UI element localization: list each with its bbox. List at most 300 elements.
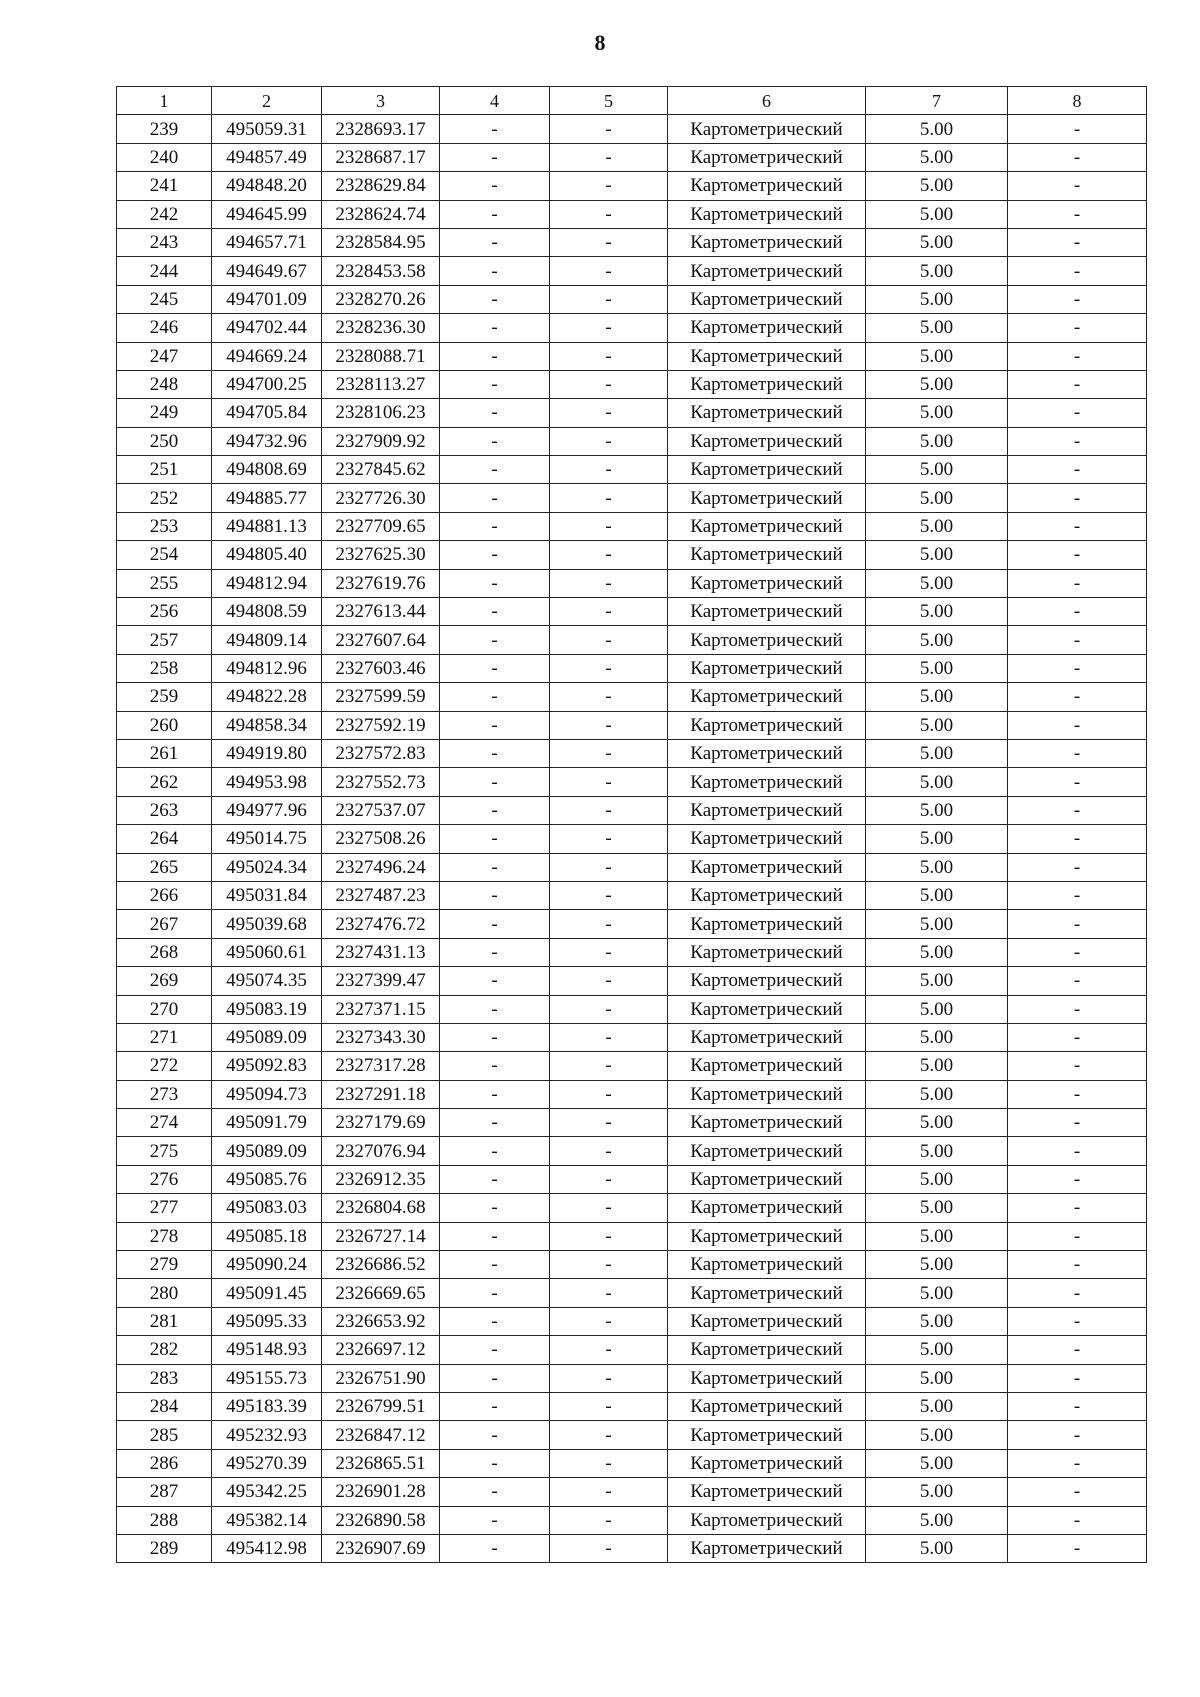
col4-cell: - bbox=[440, 967, 550, 995]
point-number-cell: 239 bbox=[117, 115, 212, 143]
col8-cell: - bbox=[1008, 1222, 1147, 1250]
point-number-cell: 262 bbox=[117, 768, 212, 796]
point-number-cell: 279 bbox=[117, 1251, 212, 1279]
col4-cell: - bbox=[440, 1392, 550, 1420]
table-row bbox=[117, 1279, 1147, 1307]
method-cell: Картометрический bbox=[668, 1449, 866, 1477]
y-coordinate-cell: 2328088.71 bbox=[322, 342, 440, 370]
col4-cell: - bbox=[440, 1080, 550, 1108]
col4-cell: - bbox=[440, 257, 550, 285]
point-number-cell: 247 bbox=[117, 342, 212, 370]
point-number-cell: 278 bbox=[117, 1222, 212, 1250]
col4-cell: - bbox=[440, 541, 550, 569]
table-row bbox=[117, 427, 1147, 455]
col8-cell: - bbox=[1008, 1052, 1147, 1080]
table-header bbox=[117, 87, 1147, 115]
accuracy-cell: 5.00 bbox=[866, 853, 1008, 881]
method-cell: Картометрический bbox=[668, 285, 866, 313]
y-coordinate-cell: 2328624.74 bbox=[322, 200, 440, 228]
point-number-cell: 268 bbox=[117, 938, 212, 966]
col4-cell: - bbox=[440, 1023, 550, 1051]
col8-cell: - bbox=[1008, 1279, 1147, 1307]
col4-cell: - bbox=[440, 427, 550, 455]
table-row bbox=[117, 825, 1147, 853]
point-number-cell: 283 bbox=[117, 1364, 212, 1392]
point-number-cell: 244 bbox=[117, 257, 212, 285]
y-coordinate-cell: 2327607.64 bbox=[322, 626, 440, 654]
accuracy-cell: 5.00 bbox=[866, 200, 1008, 228]
col5-cell: - bbox=[550, 143, 668, 171]
point-number-cell: 275 bbox=[117, 1137, 212, 1165]
col5-cell: - bbox=[550, 1080, 668, 1108]
accuracy-cell: 5.00 bbox=[866, 228, 1008, 256]
col4-cell: - bbox=[440, 285, 550, 313]
column-header: 4 bbox=[440, 87, 550, 115]
col5-cell: - bbox=[550, 1109, 668, 1137]
col8-cell: - bbox=[1008, 484, 1147, 512]
accuracy-cell: 5.00 bbox=[866, 654, 1008, 682]
table-row bbox=[117, 1364, 1147, 1392]
method-cell: Картометрический bbox=[668, 200, 866, 228]
col5-cell: - bbox=[550, 200, 668, 228]
col4-cell: - bbox=[440, 484, 550, 512]
method-cell: Картометрический bbox=[668, 1506, 866, 1534]
y-coordinate-cell: 2327599.59 bbox=[322, 683, 440, 711]
col8-cell: - bbox=[1008, 314, 1147, 342]
y-coordinate-cell: 2327431.13 bbox=[322, 938, 440, 966]
method-cell: Картометрический bbox=[668, 427, 866, 455]
x-coordinate-cell: 494808.69 bbox=[212, 456, 322, 484]
col4-cell: - bbox=[440, 825, 550, 853]
col5-cell: - bbox=[550, 938, 668, 966]
x-coordinate-cell: 494705.84 bbox=[212, 399, 322, 427]
col5-cell: - bbox=[550, 1421, 668, 1449]
col8-cell: - bbox=[1008, 910, 1147, 938]
col8-cell: - bbox=[1008, 200, 1147, 228]
table-row bbox=[117, 1478, 1147, 1506]
x-coordinate-cell: 494977.96 bbox=[212, 796, 322, 824]
x-coordinate-cell: 495092.83 bbox=[212, 1052, 322, 1080]
col5-cell: - bbox=[550, 1506, 668, 1534]
y-coordinate-cell: 2326751.90 bbox=[322, 1364, 440, 1392]
x-coordinate-cell: 495382.14 bbox=[212, 1506, 322, 1534]
x-coordinate-cell: 495091.45 bbox=[212, 1279, 322, 1307]
point-number-cell: 281 bbox=[117, 1307, 212, 1335]
point-number-cell: 260 bbox=[117, 711, 212, 739]
y-coordinate-cell: 2327603.46 bbox=[322, 654, 440, 682]
table-row bbox=[117, 1307, 1147, 1335]
col4-cell: - bbox=[440, 881, 550, 909]
col5-cell: - bbox=[550, 995, 668, 1023]
page-number: 8 bbox=[594, 30, 606, 55]
y-coordinate-cell: 2327625.30 bbox=[322, 541, 440, 569]
table-row bbox=[117, 484, 1147, 512]
point-number-cell: 250 bbox=[117, 427, 212, 455]
col8-cell: - bbox=[1008, 626, 1147, 654]
table-row bbox=[117, 1449, 1147, 1477]
y-coordinate-cell: 2326847.12 bbox=[322, 1421, 440, 1449]
table-row bbox=[117, 711, 1147, 739]
accuracy-cell: 5.00 bbox=[866, 512, 1008, 540]
point-number-cell: 264 bbox=[117, 825, 212, 853]
y-coordinate-cell: 2328236.30 bbox=[322, 314, 440, 342]
method-cell: Картометрический bbox=[668, 1251, 866, 1279]
method-cell: Картометрический bbox=[668, 370, 866, 398]
col8-cell: - bbox=[1008, 541, 1147, 569]
accuracy-cell: 5.00 bbox=[866, 427, 1008, 455]
col5-cell: - bbox=[550, 1052, 668, 1080]
col5-cell: - bbox=[550, 484, 668, 512]
col5-cell: - bbox=[550, 314, 668, 342]
column-header: 2 bbox=[212, 87, 322, 115]
y-coordinate-cell: 2326669.65 bbox=[322, 1279, 440, 1307]
y-coordinate-cell: 2327508.26 bbox=[322, 825, 440, 853]
col4-cell: - bbox=[440, 1478, 550, 1506]
x-coordinate-cell: 494885.77 bbox=[212, 484, 322, 512]
method-cell: Картометрический bbox=[668, 967, 866, 995]
y-coordinate-cell: 2327343.30 bbox=[322, 1023, 440, 1051]
col5-cell: - bbox=[550, 1023, 668, 1051]
point-number-cell: 246 bbox=[117, 314, 212, 342]
col8-cell: - bbox=[1008, 1534, 1147, 1562]
col4-cell: - bbox=[440, 1506, 550, 1534]
col4-cell: - bbox=[440, 456, 550, 484]
col4-cell: - bbox=[440, 1222, 550, 1250]
col4-cell: - bbox=[440, 512, 550, 540]
col8-cell: - bbox=[1008, 172, 1147, 200]
col5-cell: - bbox=[550, 1478, 668, 1506]
method-cell: Картометрический bbox=[668, 910, 866, 938]
accuracy-cell: 5.00 bbox=[866, 967, 1008, 995]
y-coordinate-cell: 2327371.15 bbox=[322, 995, 440, 1023]
table-row bbox=[117, 512, 1147, 540]
col5-cell: - bbox=[550, 172, 668, 200]
table-row bbox=[117, 967, 1147, 995]
method-cell: Картометрический bbox=[668, 995, 866, 1023]
col5-cell: - bbox=[550, 796, 668, 824]
col5-cell: - bbox=[550, 1279, 668, 1307]
accuracy-cell: 5.00 bbox=[866, 711, 1008, 739]
y-coordinate-cell: 2326907.69 bbox=[322, 1534, 440, 1562]
method-cell: Картометрический bbox=[668, 1109, 866, 1137]
col8-cell: - bbox=[1008, 1194, 1147, 1222]
accuracy-cell: 5.00 bbox=[866, 541, 1008, 569]
col5-cell: - bbox=[550, 910, 668, 938]
point-number-cell: 254 bbox=[117, 541, 212, 569]
col4-cell: - bbox=[440, 370, 550, 398]
point-number-cell: 259 bbox=[117, 683, 212, 711]
x-coordinate-cell: 494809.14 bbox=[212, 626, 322, 654]
point-number-cell: 269 bbox=[117, 967, 212, 995]
col4-cell: - bbox=[440, 1251, 550, 1279]
method-cell: Картометрический bbox=[668, 683, 866, 711]
col5-cell: - bbox=[550, 881, 668, 909]
x-coordinate-cell: 495060.61 bbox=[212, 938, 322, 966]
col8-cell: - bbox=[1008, 1165, 1147, 1193]
col5-cell: - bbox=[550, 654, 668, 682]
y-coordinate-cell: 2327909.92 bbox=[322, 427, 440, 455]
table-row bbox=[117, 1109, 1147, 1137]
method-cell: Картометрический bbox=[668, 1421, 866, 1449]
table-row bbox=[117, 683, 1147, 711]
col5-cell: - bbox=[550, 1251, 668, 1279]
col5-cell: - bbox=[550, 285, 668, 313]
col5-cell: - bbox=[550, 115, 668, 143]
method-cell: Картометрический bbox=[668, 399, 866, 427]
accuracy-cell: 5.00 bbox=[866, 1080, 1008, 1108]
point-number-cell: 287 bbox=[117, 1478, 212, 1506]
table-row bbox=[117, 143, 1147, 171]
method-cell: Картометрический bbox=[668, 484, 866, 512]
accuracy-cell: 5.00 bbox=[866, 739, 1008, 767]
col5-cell: - bbox=[550, 711, 668, 739]
y-coordinate-cell: 2327726.30 bbox=[322, 484, 440, 512]
col5-cell: - bbox=[550, 1449, 668, 1477]
y-coordinate-cell: 2327487.23 bbox=[322, 881, 440, 909]
table-row bbox=[117, 853, 1147, 881]
table-row bbox=[117, 541, 1147, 569]
accuracy-cell: 5.00 bbox=[866, 598, 1008, 626]
col8-cell: - bbox=[1008, 257, 1147, 285]
col8-cell: - bbox=[1008, 399, 1147, 427]
x-coordinate-cell: 495014.75 bbox=[212, 825, 322, 853]
x-coordinate-cell: 494812.96 bbox=[212, 654, 322, 682]
col4-cell: - bbox=[440, 228, 550, 256]
col5-cell: - bbox=[550, 541, 668, 569]
col4-cell: - bbox=[440, 1421, 550, 1449]
x-coordinate-cell: 494669.24 bbox=[212, 342, 322, 370]
method-cell: Картометрический bbox=[668, 853, 866, 881]
table-row bbox=[117, 115, 1147, 143]
table-row bbox=[117, 1336, 1147, 1364]
column-header: 1 bbox=[117, 87, 212, 115]
method-cell: Картометрический bbox=[668, 1222, 866, 1250]
point-number-cell: 276 bbox=[117, 1165, 212, 1193]
x-coordinate-cell: 495232.93 bbox=[212, 1421, 322, 1449]
col4-cell: - bbox=[440, 342, 550, 370]
col8-cell: - bbox=[1008, 683, 1147, 711]
table-row bbox=[117, 172, 1147, 200]
y-coordinate-cell: 2326727.14 bbox=[322, 1222, 440, 1250]
table-row bbox=[117, 1421, 1147, 1449]
x-coordinate-cell: 494822.28 bbox=[212, 683, 322, 711]
column-header: 3 bbox=[322, 87, 440, 115]
point-number-cell: 285 bbox=[117, 1421, 212, 1449]
accuracy-cell: 5.00 bbox=[866, 143, 1008, 171]
col4-cell: - bbox=[440, 1137, 550, 1165]
point-number-cell: 274 bbox=[117, 1109, 212, 1137]
col8-cell: - bbox=[1008, 1137, 1147, 1165]
point-number-cell: 272 bbox=[117, 1052, 212, 1080]
method-cell: Картометрический bbox=[668, 1279, 866, 1307]
accuracy-cell: 5.00 bbox=[866, 1023, 1008, 1051]
method-cell: Картометрический bbox=[668, 228, 866, 256]
col4-cell: - bbox=[440, 1165, 550, 1193]
col8-cell: - bbox=[1008, 1421, 1147, 1449]
col8-cell: - bbox=[1008, 427, 1147, 455]
column-header: 5 bbox=[550, 87, 668, 115]
col5-cell: - bbox=[550, 1137, 668, 1165]
table-row bbox=[117, 796, 1147, 824]
accuracy-cell: 5.00 bbox=[866, 1109, 1008, 1137]
method-cell: Картометрический bbox=[668, 314, 866, 342]
y-coordinate-cell: 2328687.17 bbox=[322, 143, 440, 171]
accuracy-cell: 5.00 bbox=[866, 257, 1008, 285]
x-coordinate-cell: 495091.79 bbox=[212, 1109, 322, 1137]
point-number-cell: 273 bbox=[117, 1080, 212, 1108]
col8-cell: - bbox=[1008, 143, 1147, 171]
y-coordinate-cell: 2327291.18 bbox=[322, 1080, 440, 1108]
col8-cell: - bbox=[1008, 853, 1147, 881]
accuracy-cell: 5.00 bbox=[866, 1506, 1008, 1534]
method-cell: Картометрический bbox=[668, 881, 866, 909]
method-cell: Картометрический bbox=[668, 654, 866, 682]
col8-cell: - bbox=[1008, 1023, 1147, 1051]
method-cell: Картометрический bbox=[668, 569, 866, 597]
accuracy-cell: 5.00 bbox=[866, 399, 1008, 427]
col5-cell: - bbox=[550, 1307, 668, 1335]
col5-cell: - bbox=[550, 228, 668, 256]
col4-cell: - bbox=[440, 143, 550, 171]
point-number-cell: 270 bbox=[117, 995, 212, 1023]
col8-cell: - bbox=[1008, 115, 1147, 143]
y-coordinate-cell: 2326804.68 bbox=[322, 1194, 440, 1222]
col8-cell: - bbox=[1008, 1307, 1147, 1335]
method-cell: Картометрический bbox=[668, 115, 866, 143]
accuracy-cell: 5.00 bbox=[866, 484, 1008, 512]
col5-cell: - bbox=[550, 1364, 668, 1392]
col5-cell: - bbox=[550, 853, 668, 881]
y-coordinate-cell: 2327399.47 bbox=[322, 967, 440, 995]
x-coordinate-cell: 494702.44 bbox=[212, 314, 322, 342]
y-coordinate-cell: 2326901.28 bbox=[322, 1478, 440, 1506]
col5-cell: - bbox=[550, 1392, 668, 1420]
point-number-cell: 284 bbox=[117, 1392, 212, 1420]
x-coordinate-cell: 495183.39 bbox=[212, 1392, 322, 1420]
x-coordinate-cell: 494857.49 bbox=[212, 143, 322, 171]
point-number-cell: 252 bbox=[117, 484, 212, 512]
point-number-cell: 251 bbox=[117, 456, 212, 484]
col8-cell: - bbox=[1008, 1478, 1147, 1506]
col5-cell: - bbox=[550, 1336, 668, 1364]
col8-cell: - bbox=[1008, 1392, 1147, 1420]
col8-cell: - bbox=[1008, 569, 1147, 597]
method-cell: Картометрический bbox=[668, 1194, 866, 1222]
x-coordinate-cell: 495024.34 bbox=[212, 853, 322, 881]
method-cell: Картометрический bbox=[668, 1392, 866, 1420]
accuracy-cell: 5.00 bbox=[866, 1307, 1008, 1335]
col8-cell: - bbox=[1008, 1251, 1147, 1279]
col8-cell: - bbox=[1008, 342, 1147, 370]
accuracy-cell: 5.00 bbox=[866, 1194, 1008, 1222]
x-coordinate-cell: 495059.31 bbox=[212, 115, 322, 143]
column-header: 8 bbox=[1008, 87, 1147, 115]
point-number-cell: 265 bbox=[117, 853, 212, 881]
point-number-cell: 249 bbox=[117, 399, 212, 427]
accuracy-cell: 5.00 bbox=[866, 1222, 1008, 1250]
method-cell: Картометрический bbox=[668, 342, 866, 370]
accuracy-cell: 5.00 bbox=[866, 1251, 1008, 1279]
x-coordinate-cell: 494812.94 bbox=[212, 569, 322, 597]
method-cell: Картометрический bbox=[668, 938, 866, 966]
x-coordinate-cell: 495090.24 bbox=[212, 1251, 322, 1279]
col4-cell: - bbox=[440, 1307, 550, 1335]
y-coordinate-cell: 2328106.23 bbox=[322, 399, 440, 427]
col8-cell: - bbox=[1008, 598, 1147, 626]
col8-cell: - bbox=[1008, 1506, 1147, 1534]
col5-cell: - bbox=[550, 370, 668, 398]
col8-cell: - bbox=[1008, 881, 1147, 909]
y-coordinate-cell: 2328584.95 bbox=[322, 228, 440, 256]
col4-cell: - bbox=[440, 768, 550, 796]
table-row bbox=[117, 1506, 1147, 1534]
col4-cell: - bbox=[440, 200, 550, 228]
y-coordinate-cell: 2328113.27 bbox=[322, 370, 440, 398]
col8-cell: - bbox=[1008, 967, 1147, 995]
table-row bbox=[117, 342, 1147, 370]
y-coordinate-cell: 2328453.58 bbox=[322, 257, 440, 285]
accuracy-cell: 5.00 bbox=[866, 1279, 1008, 1307]
accuracy-cell: 5.00 bbox=[866, 1534, 1008, 1562]
table-row bbox=[117, 1194, 1147, 1222]
accuracy-cell: 5.00 bbox=[866, 1137, 1008, 1165]
accuracy-cell: 5.00 bbox=[866, 881, 1008, 909]
y-coordinate-cell: 2326799.51 bbox=[322, 1392, 440, 1420]
x-coordinate-cell: 494732.96 bbox=[212, 427, 322, 455]
accuracy-cell: 5.00 bbox=[866, 683, 1008, 711]
col4-cell: - bbox=[440, 626, 550, 654]
table-row bbox=[117, 1534, 1147, 1562]
y-coordinate-cell: 2328270.26 bbox=[322, 285, 440, 313]
table-row bbox=[117, 314, 1147, 342]
accuracy-cell: 5.00 bbox=[866, 115, 1008, 143]
col4-cell: - bbox=[440, 598, 550, 626]
point-number-cell: 263 bbox=[117, 796, 212, 824]
col8-cell: - bbox=[1008, 1080, 1147, 1108]
method-cell: Картометрический bbox=[668, 143, 866, 171]
point-number-cell: 286 bbox=[117, 1449, 212, 1477]
col8-cell: - bbox=[1008, 995, 1147, 1023]
point-number-cell: 241 bbox=[117, 172, 212, 200]
method-cell: Картометрический bbox=[668, 257, 866, 285]
col5-cell: - bbox=[550, 427, 668, 455]
col4-cell: - bbox=[440, 1279, 550, 1307]
y-coordinate-cell: 2327845.62 bbox=[322, 456, 440, 484]
point-number-cell: 289 bbox=[117, 1534, 212, 1562]
table-row bbox=[117, 768, 1147, 796]
accuracy-cell: 5.00 bbox=[866, 1336, 1008, 1364]
table-row bbox=[117, 1052, 1147, 1080]
y-coordinate-cell: 2327552.73 bbox=[322, 768, 440, 796]
accuracy-cell: 5.00 bbox=[866, 1392, 1008, 1420]
col5-cell: - bbox=[550, 512, 668, 540]
x-coordinate-cell: 494858.34 bbox=[212, 711, 322, 739]
col5-cell: - bbox=[550, 626, 668, 654]
method-cell: Картометрический bbox=[668, 626, 866, 654]
col4-cell: - bbox=[440, 654, 550, 682]
col8-cell: - bbox=[1008, 768, 1147, 796]
y-coordinate-cell: 2327476.72 bbox=[322, 910, 440, 938]
table-row bbox=[117, 910, 1147, 938]
col5-cell: - bbox=[550, 1534, 668, 1562]
x-coordinate-cell: 495031.84 bbox=[212, 881, 322, 909]
y-coordinate-cell: 2327537.07 bbox=[322, 796, 440, 824]
method-cell: Картометрический bbox=[668, 768, 866, 796]
x-coordinate-cell: 495270.39 bbox=[212, 1449, 322, 1477]
header-row bbox=[117, 87, 1147, 115]
table-row bbox=[117, 285, 1147, 313]
table-row bbox=[117, 228, 1147, 256]
